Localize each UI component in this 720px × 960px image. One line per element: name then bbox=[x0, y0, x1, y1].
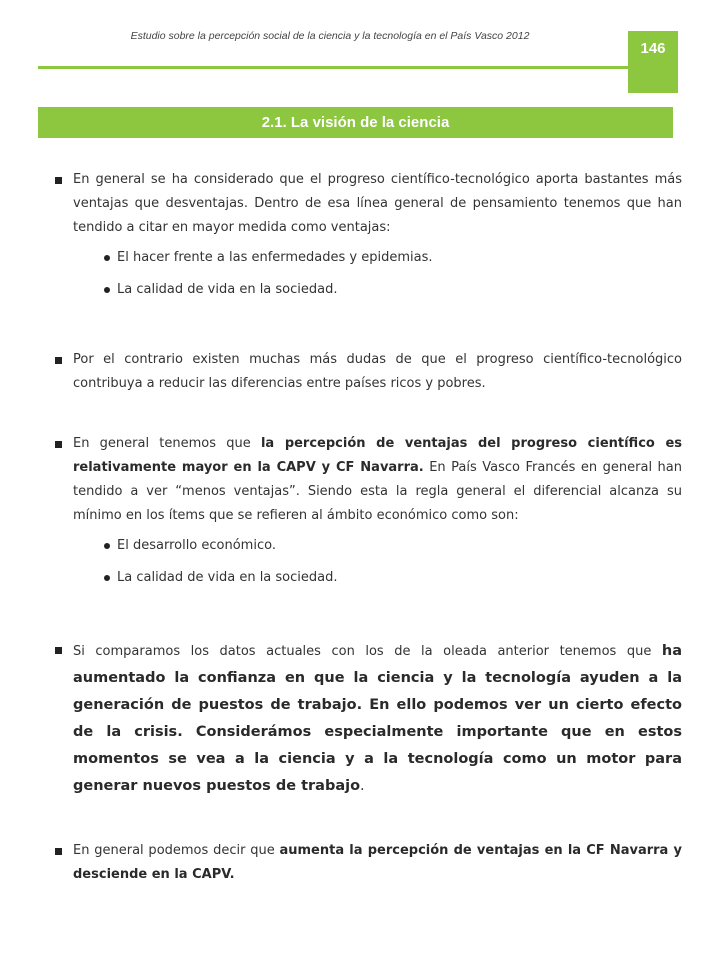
paragraph-1 bbox=[52, 168, 682, 310]
paragraph-text-post: En País Vasco Francés en general han tendido a ver “menos ventajas”. Siendo esta la regla general el diferencial alcanza su mínimo en los ítems que se refieren al ámbito económico como son: bbox=[73, 460, 682, 523]
bullet-list bbox=[73, 246, 682, 310]
bullet-list bbox=[73, 534, 682, 598]
list-item-text: El hacer frente a las enfermedades y epidemias. bbox=[117, 250, 433, 265]
square-bullet-icon bbox=[55, 647, 62, 654]
list-item-text: La calidad de vida en la sociedad. bbox=[117, 570, 338, 585]
bullet-dot-icon bbox=[104, 287, 110, 293]
paragraph-text-bold: aumenta la percepción de ventajas en la CF Navarra y desciende en la CAPV. bbox=[73, 843, 682, 882]
paragraph-text: En general se ha considerado que el progreso científico-tecnológico aporta bastantes más ventajas que desventajas. Dentro de esa línea general de pensamiento tenemos que han tendido a citar en mayor medida como ventajas: bbox=[73, 172, 682, 235]
list-item bbox=[73, 534, 682, 566]
page-number: 146 bbox=[628, 31, 678, 93]
square-bullet-icon bbox=[55, 177, 62, 184]
paragraph-text-pre: Si comparamos los datos actuales con los de la oleada anterior tenemos que bbox=[73, 644, 662, 659]
bullet-dot-icon bbox=[104, 543, 110, 549]
paragraph-text bbox=[73, 432, 682, 528]
section-title: 2.1. La visión de la ciencia bbox=[38, 107, 673, 138]
list-item bbox=[73, 278, 682, 310]
paragraph-text-pre: En general tenemos que bbox=[73, 436, 261, 451]
content-body bbox=[52, 168, 682, 887]
list-item bbox=[73, 246, 682, 278]
paragraph-text-bold: ha aumentado la confianza en que la ciencia y la tecnología ayuden a la generación de puestos de trabajo. En ello podemos ver un cierto efecto de la crisis. Considerámos especialmente importante que en estos momentos se vea a la ciencia y a la tecnología como un motor para generar nuevos puestos de trabajo bbox=[73, 643, 682, 794]
paragraph-text: Por el contrario existen muchas más dudas de que el progreso científico-tecnológico contribuya a reducir las diferencias entre países ricos y pobres. bbox=[73, 352, 682, 391]
list-item-text: El desarrollo económico. bbox=[117, 538, 276, 553]
paragraph-text-bold: la percepción de ventajas del progreso científico es relativamente mayor en la CAPV y CF Navarra. bbox=[73, 436, 682, 475]
paragraph-text-post: . bbox=[360, 778, 365, 794]
paragraph-text bbox=[73, 638, 682, 800]
bullet-dot-icon bbox=[104, 255, 110, 261]
paragraph-3 bbox=[52, 432, 682, 598]
paragraph-4 bbox=[52, 638, 682, 800]
square-bullet-icon bbox=[55, 848, 62, 855]
paragraph-5 bbox=[52, 839, 682, 887]
list-item-text: La calidad de vida en la sociedad. bbox=[117, 282, 338, 297]
header-divider bbox=[38, 66, 628, 69]
paragraph-text-pre: En general podemos decir que bbox=[73, 843, 280, 858]
document-running-title: Estudio sobre la percepción social de la ciencia y la tecnología en el País Vasco 2012 bbox=[130, 30, 530, 42]
list-item bbox=[73, 566, 682, 598]
paragraph-text bbox=[73, 839, 682, 887]
paragraph-2 bbox=[52, 348, 682, 396]
bullet-dot-icon bbox=[104, 575, 110, 581]
square-bullet-icon bbox=[55, 441, 62, 448]
square-bullet-icon bbox=[55, 357, 62, 364]
